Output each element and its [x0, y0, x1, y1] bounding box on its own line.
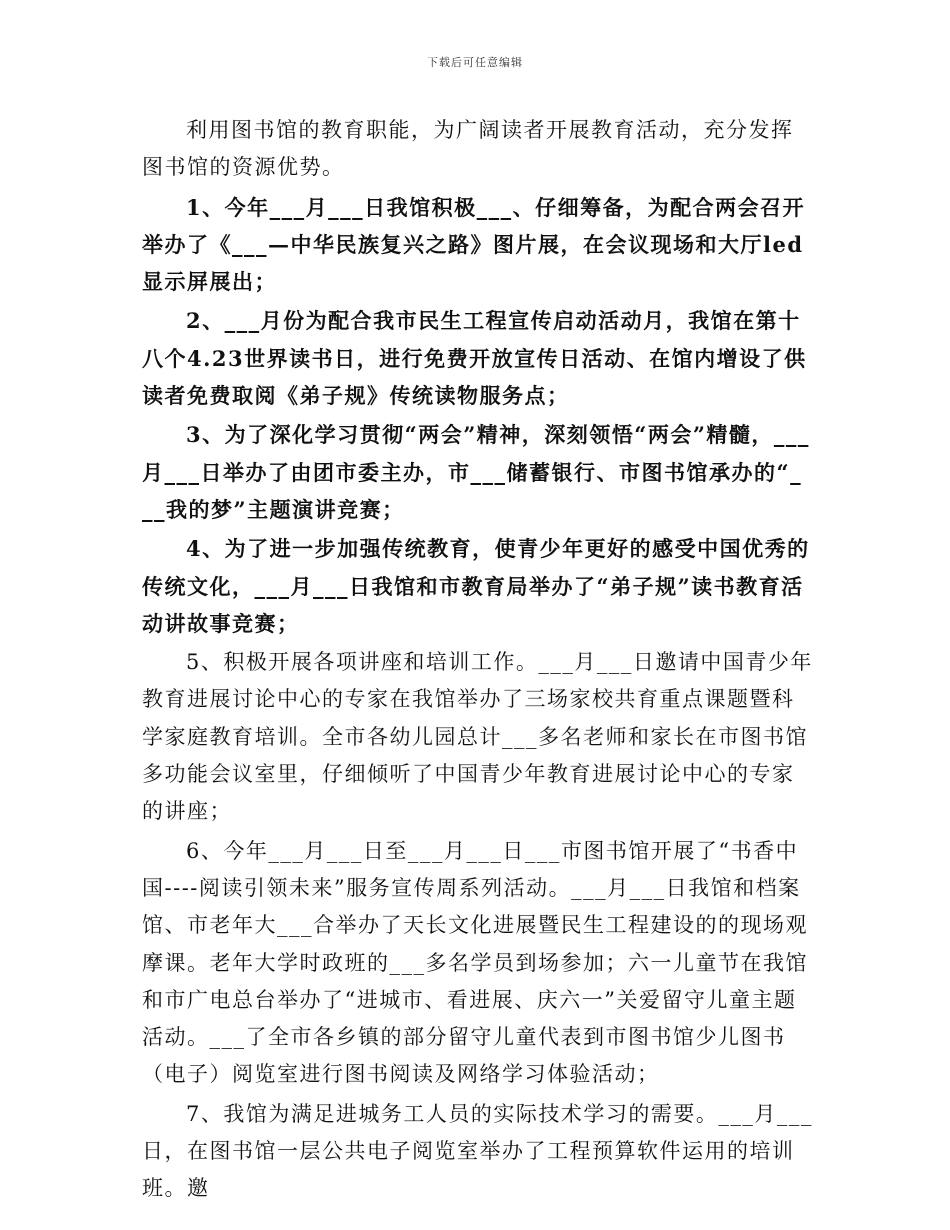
paragraph-item-2: 2、___月份为配合我市民生工程宣传启动活动月，我馆在第十八个4.23世界读书日，进行免费开放宣传日活动、在馆内增设了供读者免费取阅《弟子规》传统读物服务点；: [142, 308, 807, 409]
paragraph-item-6: 6、今年___月___日至___月___日___市图书馆开展了“书香中国----阅读引领未来”服务宣传周系列活动。___月___日我馆和档案馆、市老年大___合举办了天长文化进展暨民生工程建设的的现场观摩课。老年大学时政班的___多名学员到场参加；六一儿童节在我馆和市广电总台举办了“进城市、看进展、庆六一”关爱留守儿童主题活动。___了全市各乡镇的部分留守儿童代表到市图书馆少儿图书（电子）阅览室进行图书阅读及网络学习体验活动；: [142, 838, 808, 1087]
paragraph-item-4: 4、为了进一步加强传统教育，使青少年更好的感受中国优秀的传统文化，___月___日我馆和市教育局举办了“弟子规”读书教育活动讲故事竞赛；: [142, 536, 810, 636]
page-header: 下载后可任意编辑: [427, 56, 523, 69]
paragraph-item-1: 1、今年___月___日我馆积极___、仔细筹备，为配合两会召开举办了《___—中华民族复兴之路》图片展，在会议现场和大厅led显示屏展出；: [142, 194, 806, 295]
paragraph-item-7: 7、我馆为满足进城务工人员的实际技术学习的需要。___月___日，在图书馆一层公共电子阅览室举办了工程预算软件运用的培训班。邀: [142, 1101, 813, 1201]
document-body: [142, 112, 814, 1210]
paragraph-intro: 利用图书馆的教育职能，为广阔读者开展教育活动，充分发挥图书馆的资源优势。: [142, 118, 794, 180]
paragraph-item-3: 3、为了深化学习贯彻“两会”精神，深刻领悟“两会”精髓，___月___日举办了由团市委主办，市___储蓄银行、市图书馆承办的“___我的梦”主题演讲竞赛；: [142, 422, 810, 522]
paragraph-item-5: 5、积极开展各项讲座和培训工作。___月___日邀请中国青少年教育进展讨论中心的专家在我馆举办了三场家校共育重点课题暨科学家庭教育培训。全市各幼儿园总计___多名老师和家长在市图书馆多功能会议室里，仔细倾听了中国青少年教育进展讨论中心的专家的讲座；: [142, 650, 813, 824]
